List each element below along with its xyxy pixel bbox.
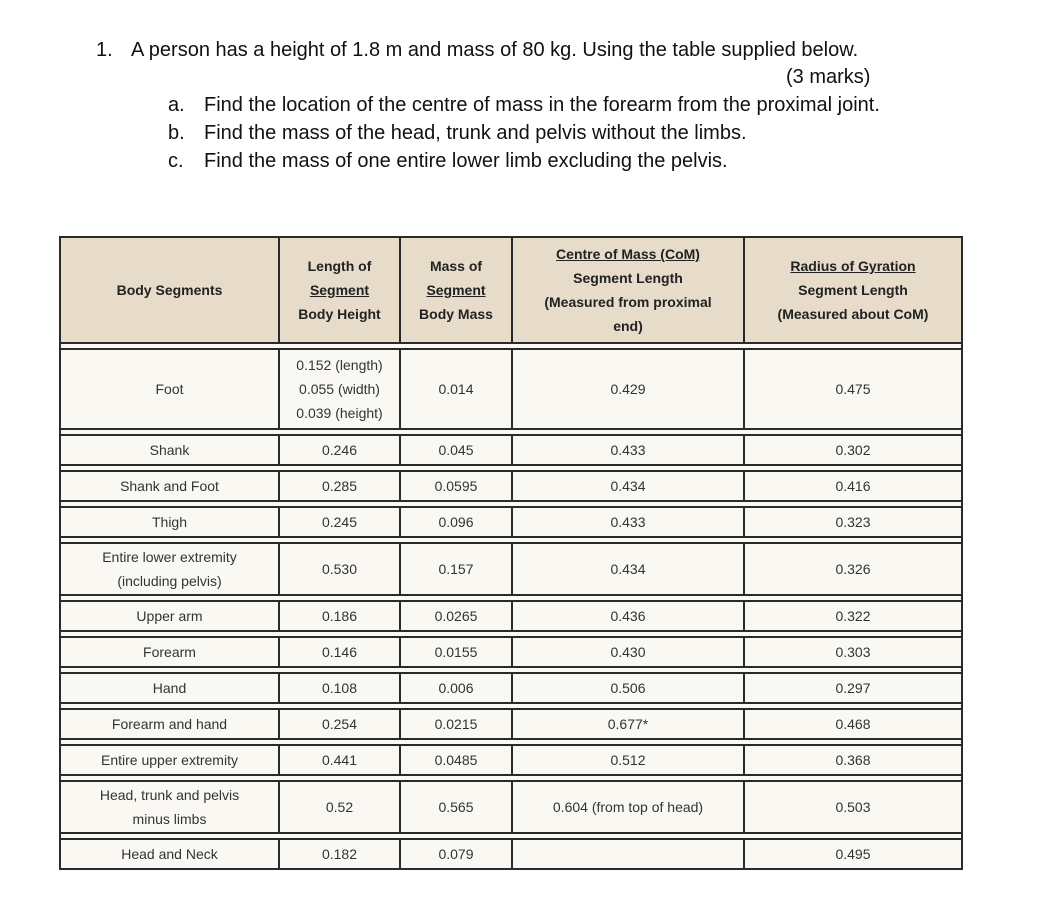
segment-name: Foot <box>60 349 279 429</box>
com-ratio: 0.434 <box>512 543 744 595</box>
mass-ratio: 0.096 <box>400 507 512 537</box>
mass-ratio: 0.0215 <box>400 709 512 739</box>
header-centre-of-mass: Centre of Mass (CoM) Segment Length (Measured from proximal end) <box>512 237 744 343</box>
com-ratio: 0.604 (from top of head) <box>512 781 744 833</box>
mass-ratio: 0.0155 <box>400 637 512 667</box>
com-ratio: 0.506 <box>512 673 744 703</box>
table-row <box>60 709 962 739</box>
mass-ratio: 0.045 <box>400 435 512 465</box>
com-ratio: 0.434 <box>512 471 744 501</box>
part-c-text: Find the mass of one entire lower limb excluding the pelvis. <box>204 150 728 172</box>
length-ratio: 0.285 <box>279 471 400 501</box>
header-radius-of-gyration: Radius of Gyration Segment Length (Measured about CoM) <box>744 237 962 343</box>
header-body-segments: Body Segments <box>60 237 279 343</box>
segment-name: Shank <box>60 435 279 465</box>
header-length-of-segment: Length of Segment Body Height <box>279 237 400 343</box>
length-ratio: 0.186 <box>279 601 400 631</box>
mass-ratio: 0.014 <box>400 349 512 429</box>
gyration-ratio: 0.495 <box>744 839 962 869</box>
com-ratio: 0.433 <box>512 435 744 465</box>
length-ratio: 0.530 <box>279 543 400 595</box>
segment-name: Forearm <box>60 637 279 667</box>
part-b-text: Find the mass of the head, trunk and pelvis without the limbs. <box>204 122 747 144</box>
gyration-ratio: 0.368 <box>744 745 962 775</box>
segment-name: Head and Neck <box>60 839 279 869</box>
table-row <box>60 673 962 703</box>
mass-ratio: 0.079 <box>400 839 512 869</box>
length-ratio: 0.246 <box>279 435 400 465</box>
gyration-ratio: 0.475 <box>744 349 962 429</box>
table-row <box>60 637 962 667</box>
com-ratio <box>512 839 744 869</box>
mass-ratio: 0.157 <box>400 543 512 595</box>
segment-name: Hand <box>60 673 279 703</box>
mass-ratio: 0.565 <box>400 781 512 833</box>
length-ratio: 0.254 <box>279 709 400 739</box>
length-ratio: 0.52 <box>279 781 400 833</box>
table-row <box>60 471 962 501</box>
segment-name: Thigh <box>60 507 279 537</box>
length-ratio: 0.152 (length) 0.055 (width) 0.039 (height) <box>279 349 400 429</box>
table-row <box>60 781 962 833</box>
question-text: A person has a height of 1.8 m and mass of 80 kg. Using the table supplied below. <box>131 39 859 61</box>
gyration-ratio: 0.416 <box>744 471 962 501</box>
mass-ratio: 0.0265 <box>400 601 512 631</box>
com-ratio: 0.429 <box>512 349 744 429</box>
gyration-ratio: 0.302 <box>744 435 962 465</box>
gyration-ratio: 0.468 <box>744 709 962 739</box>
length-ratio: 0.182 <box>279 839 400 869</box>
gyration-ratio: 0.322 <box>744 601 962 631</box>
body-segments-table <box>59 236 963 870</box>
length-ratio: 0.108 <box>279 673 400 703</box>
gyration-ratio: 0.326 <box>744 543 962 595</box>
gyration-ratio: 0.297 <box>744 673 962 703</box>
table-row <box>60 349 962 429</box>
mass-ratio: 0.0595 <box>400 471 512 501</box>
length-ratio: 0.441 <box>279 745 400 775</box>
header-mass-of-segment: Mass of Segment Body Mass <box>400 237 512 343</box>
segment-name: Shank and Foot <box>60 471 279 501</box>
mass-ratio: 0.006 <box>400 673 512 703</box>
part-a-letter: a. <box>168 94 185 116</box>
segment-name: Entire upper extremity <box>60 745 279 775</box>
segment-name: Entire lower extremity (including pelvis) <box>60 543 279 595</box>
table-row <box>60 435 962 465</box>
com-ratio: 0.433 <box>512 507 744 537</box>
segment-name: Forearm and hand <box>60 709 279 739</box>
question-number: 1. <box>96 39 113 61</box>
gyration-ratio: 0.303 <box>744 637 962 667</box>
table-row <box>60 543 962 595</box>
length-ratio: 0.146 <box>279 637 400 667</box>
table-header-row <box>60 237 962 343</box>
segment-name: Head, trunk and pelvis minus limbs <box>60 781 279 833</box>
part-a-text: Find the location of the centre of mass in the forearm from the proximal joint. <box>204 94 880 116</box>
segment-name: Upper arm <box>60 601 279 631</box>
part-c-letter: c. <box>168 150 184 172</box>
com-ratio: 0.512 <box>512 745 744 775</box>
com-ratio: 0.430 <box>512 637 744 667</box>
length-ratio: 0.245 <box>279 507 400 537</box>
question-marks: (3 marks) <box>786 66 871 88</box>
table-row <box>60 507 962 537</box>
table-row <box>60 601 962 631</box>
gyration-ratio: 0.323 <box>744 507 962 537</box>
gyration-ratio: 0.503 <box>744 781 962 833</box>
mass-ratio: 0.0485 <box>400 745 512 775</box>
table-row <box>60 745 962 775</box>
table-row <box>60 839 962 869</box>
com-ratio: 0.436 <box>512 601 744 631</box>
com-ratio: 0.677* <box>512 709 744 739</box>
part-b-letter: b. <box>168 122 185 144</box>
